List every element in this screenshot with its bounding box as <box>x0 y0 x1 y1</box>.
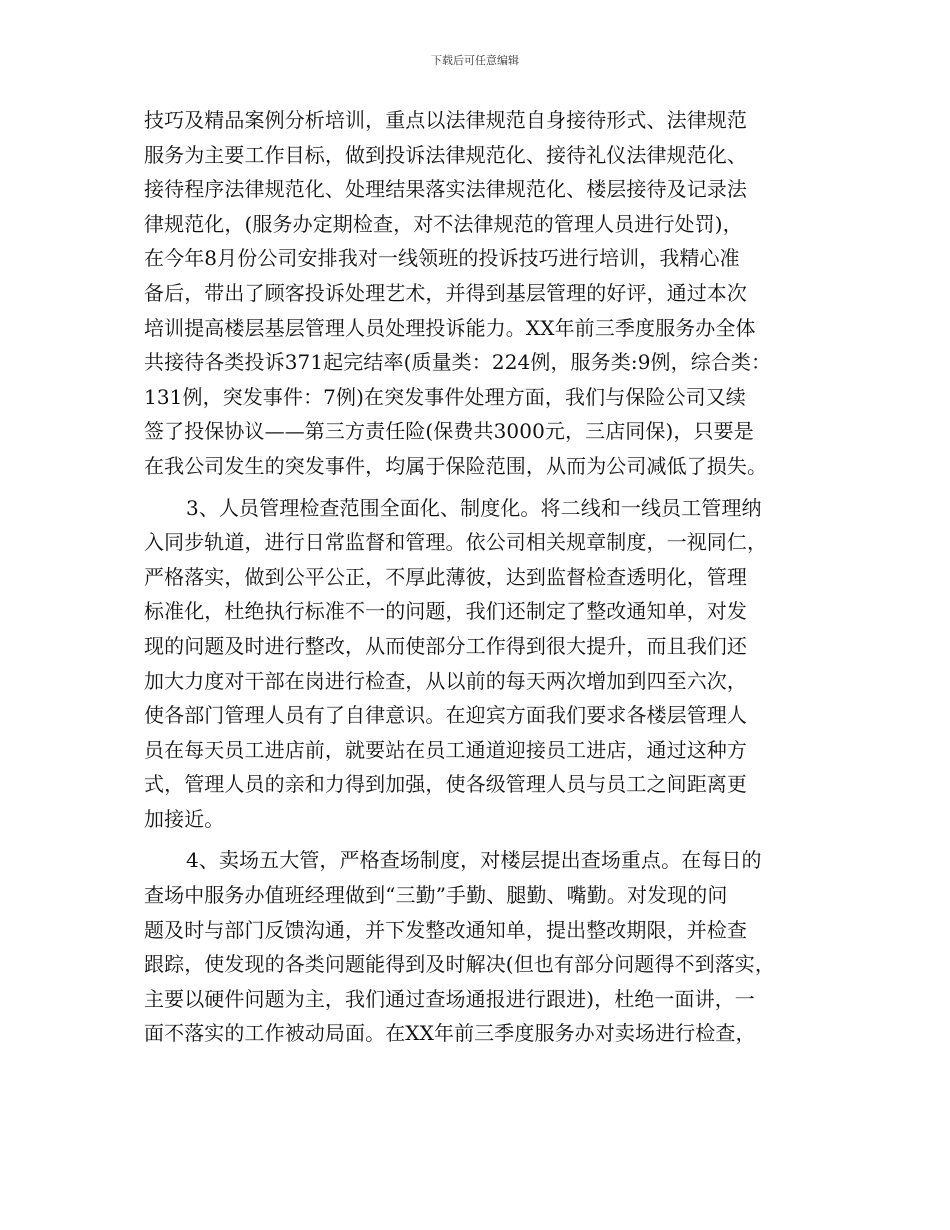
body-line: 接待程序法律规范化、处理结果落实法律规范化、楼层接待及记录法 <box>144 177 747 202</box>
paragraph-first-line: 4、卖场五大管，严格查场制度，对楼层提出查场重点。在每日的 <box>186 848 762 873</box>
body-line: 在今年8月份公司安排我对一线领班的投诉技巧进行培训，我精心准 <box>144 246 740 271</box>
body-line: 现的问题及时进行整改，从而使部分工作得到很大提升，而且我们还 <box>144 633 747 658</box>
body-line: 标准化，杜绝执行标准不一的问题，我们还制定了整改通知单，对发 <box>144 599 747 624</box>
body-line: 式，管理人员的亲和力得到加强，使各级管理人员与员工之间距离更 <box>144 772 747 797</box>
body-line: 服务为主要工作目标，做到投诉法律规范化、接待礼仪法律规范化、 <box>144 142 747 167</box>
body-line: 面不落实的工作被动局面。在XX年前三季度服务办对卖场进行检查， <box>144 1021 756 1046</box>
body-line: 律规范化，(服务办定期检查，对不法律规范的管理人员进行处罚)， <box>144 211 743 236</box>
body-line: 题及时与部门反馈沟通，并下发整改通知单，提出整改期限，并检查 <box>144 917 747 942</box>
body-line: 技巧及精品案例分析培训，重点以法律规范自身接待形式、法律规范 <box>144 108 747 132</box>
document-body <box>144 103 814 1051</box>
body-line: 培训提高楼层基层管理人员处理投诉能力。XX年前三季度服务办全体 <box>144 315 756 340</box>
body-line: 共接待各类投诉371起完结率(质量类：224例，服务类:9例，综合类： <box>144 350 772 375</box>
body-line: 签了投保协议——第三方责任险(保费共3000元，三店同保)，只要是 <box>144 419 754 444</box>
body-line: 备后，带出了顾客投诉处理艺术，并得到基层管理的好评，通过本次 <box>144 280 747 305</box>
body-line: 131例，突发事件：7例)在突发事件处理方面，我们与保险公司又续 <box>144 384 746 409</box>
body-line: 查场中服务办值班经理做到“三勤”手勤、腿勤、嘴勤。对发现的问 <box>144 883 728 908</box>
body-line: 使各部门管理人员有了自律意识。在迎宾方面我们要求各楼层管理人 <box>144 703 747 728</box>
body-line: 严格落实，做到公平公正，不厚此薄彼，达到监督检查透明化，管理 <box>144 564 747 589</box>
body-line: 入同步轨道，进行日常监督和管理。依公司相关规章制度，一视同仁， <box>144 530 768 555</box>
body-line: 加大力度对干部在岗进行检查，从以前的每天两次增加到四至六次， <box>144 668 747 693</box>
page-header: 下载后可任意编辑 <box>431 54 519 67</box>
body-line: 跟踪，使发现的各类问题能得到及时解决(但也有部分问题得不到落实， <box>144 952 776 977</box>
body-line: 员在每天员工进店前，就要站在员工通道迎接员工进店，通过这种方 <box>144 737 747 762</box>
body-line: 主要以硬件问题为主，我们通过查场通报进行跟进)，杜绝一面讲，一 <box>144 986 755 1011</box>
body-line: 加接近。 <box>144 806 225 831</box>
paragraph-first-line: 3、人员管理检查范围全面化、制度化。将二线和一线员工管理纳 <box>186 495 762 520</box>
body-line: 在我公司发生的突发事件，均属于保险范围，从而为公司减低了损失。 <box>144 453 768 478</box>
